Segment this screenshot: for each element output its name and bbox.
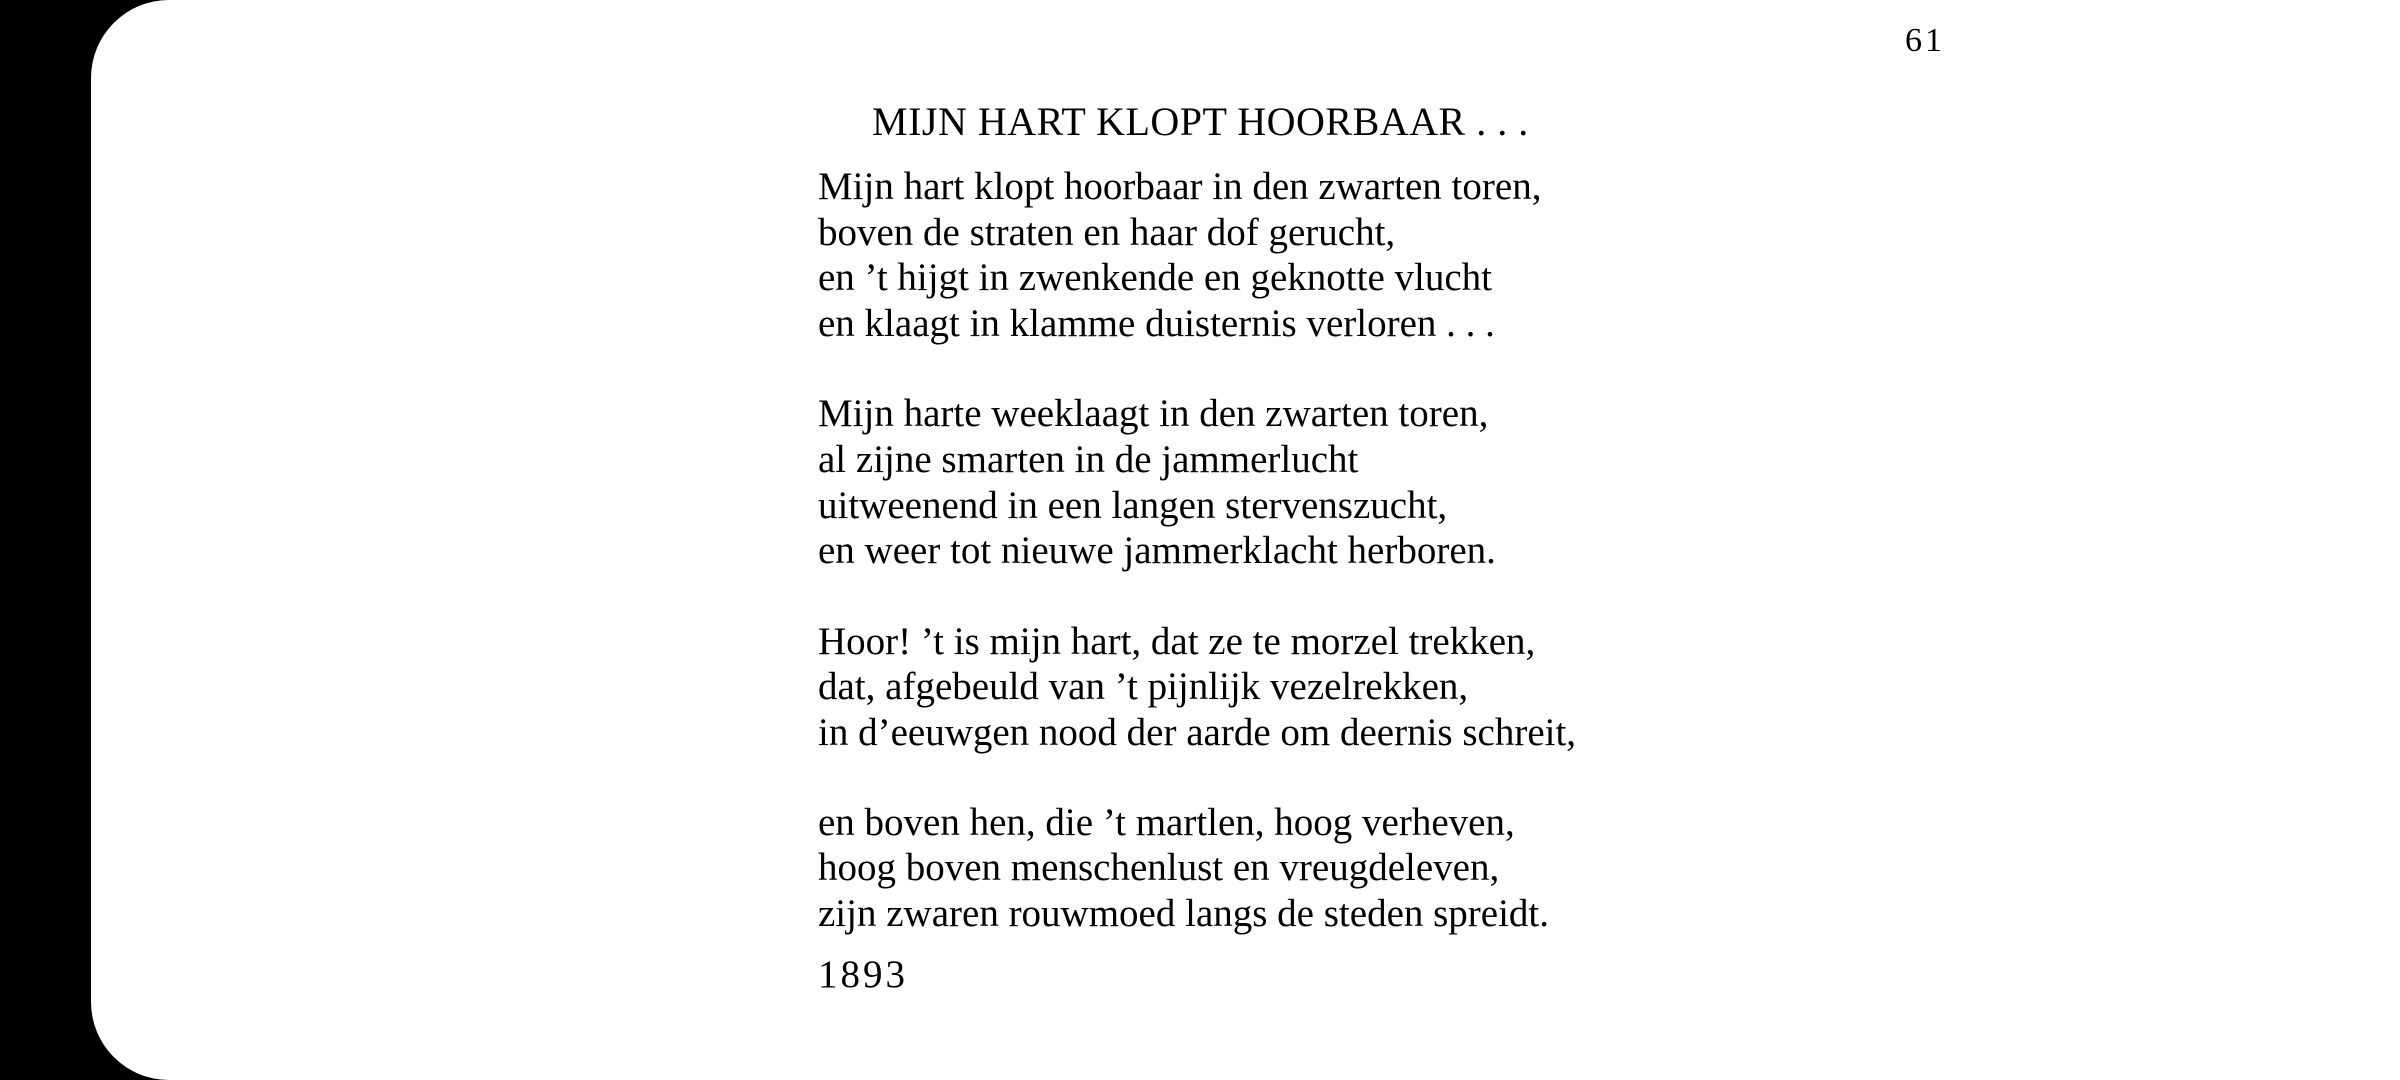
poem-line: en boven hen, die ’t martlen, hoog verheven, bbox=[818, 800, 1515, 844]
poem-line: al zijne smarten in de jammerlucht bbox=[818, 437, 1359, 481]
poem-line: en weer tot nieuwe jammerklacht herboren. bbox=[818, 529, 1496, 573]
poem-line: en klaagt in klamme duisternis verloren . . . bbox=[818, 301, 1495, 345]
poem-line: en ’t hijgt in zwenkende en geknotte vlucht bbox=[818, 256, 1493, 300]
poem-line: uitweenend in een langen stervenszucht, bbox=[818, 483, 1448, 527]
stanza bbox=[818, 619, 1778, 756]
poem-line: hoog boven menschenlust en vreugdeleven, bbox=[818, 846, 1500, 890]
page-number: 61 bbox=[1905, 22, 1945, 59]
stanza bbox=[818, 164, 1778, 346]
poem-date: 1893 bbox=[818, 953, 908, 997]
stanza bbox=[818, 800, 1778, 937]
poem-line: dat, afgebeuld van ’t pijnlijk vezelrekken, bbox=[818, 665, 1469, 709]
poem-line: zijn zwaren rouwmoed langs de steden spreidt. bbox=[818, 891, 1550, 935]
book-page[interactable] bbox=[91, 0, 2400, 1080]
poem-title: MIJN HART KLOPT HOORBAAR . . . bbox=[872, 99, 1529, 144]
poem-line: Mijn hart klopt hoorbaar in den zwarten toren, bbox=[818, 165, 1542, 208]
poem-line: Mijn harte weeklaagt in den zwarten toren, bbox=[818, 392, 1489, 436]
poem-line: Hoor! ’t is mijn hart, dat ze te morzel trekken, bbox=[818, 619, 1536, 663]
poem-line: boven de straten en haar dof gerucht, bbox=[818, 210, 1396, 254]
poem-line: in d’eeuwgen nood der aarde om deernis schreit, bbox=[818, 710, 1577, 754]
poem bbox=[818, 92, 1778, 997]
stanza bbox=[818, 391, 1778, 573]
